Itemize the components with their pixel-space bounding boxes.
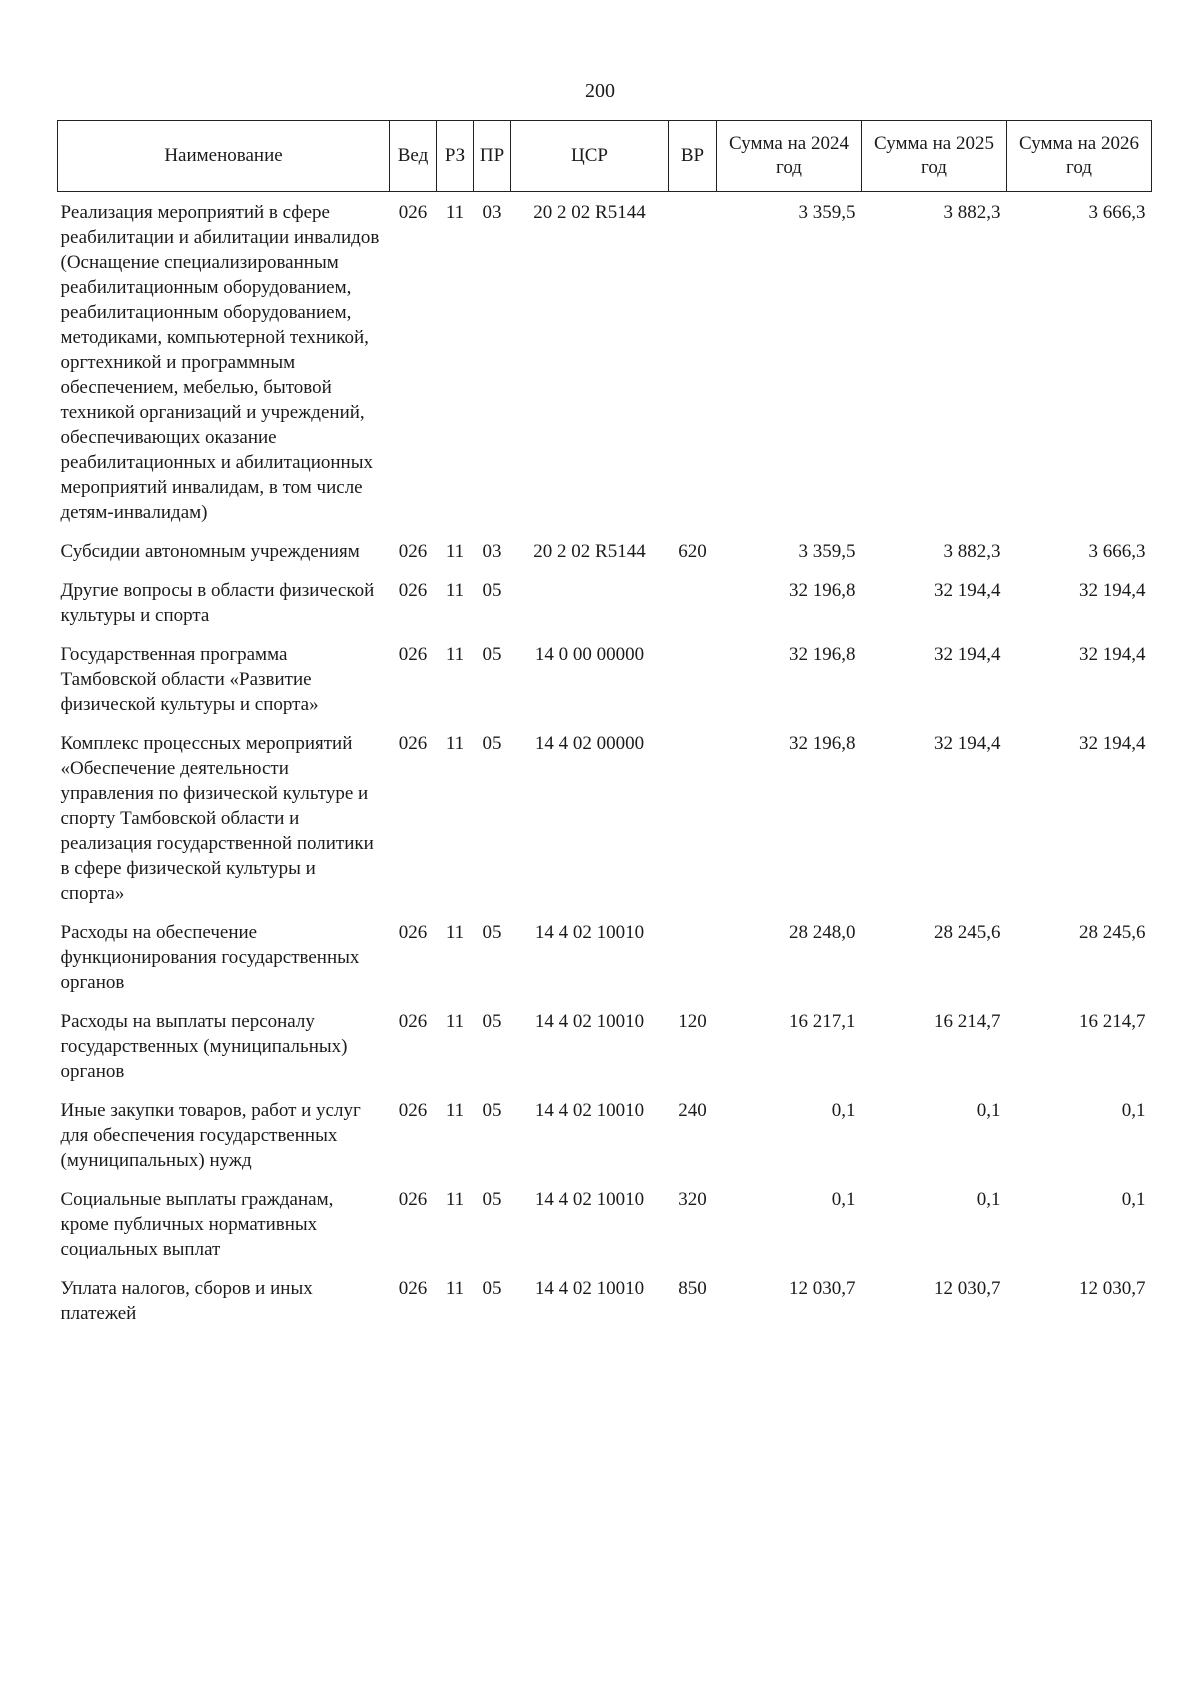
row-name: Реализация мероприятий в сфере реабилитации и абилитации инвалидов (Оснащение специализированным реабилитационным оборудованием, реабилитационным оборудованием, методиками, компьютерной техникой, оргтехникой и программным обеспечением, мебелью, бытовой техникой организаций и учреждений, обеспечивающих оказание реабилитационных и абилитационных мероприятий инвалидам, в том числе детям-инвалидам)	[60, 202, 380, 523]
table-row	[58, 725, 1152, 914]
row-sum-2025: 32 194,4	[934, 644, 1001, 665]
row-rz: 11	[445, 644, 465, 665]
table-row	[58, 192, 1152, 534]
header-ved: Вед	[390, 121, 437, 192]
row-rz: 11	[445, 1278, 465, 1299]
row-pr: 05	[482, 580, 502, 601]
row-sum-2026: 32 194,4	[1079, 733, 1146, 754]
row-pr: 05	[482, 1011, 502, 1032]
row-rz: 11	[445, 1189, 465, 1210]
row-pr: 05	[482, 644, 502, 665]
row-ved: 026	[398, 580, 428, 601]
row-vr	[669, 572, 717, 636]
row-sum-2024: 28 248,0	[789, 922, 856, 943]
row-sum-2026: 0,1	[1121, 1100, 1146, 1121]
header-rz: РЗ	[437, 121, 474, 192]
row-ved: 026	[398, 922, 428, 943]
row-sum-2026: 3 666,3	[1088, 202, 1146, 223]
row-sum-2024: 32 196,8	[789, 644, 856, 665]
row-pr: 05	[482, 1100, 502, 1121]
row-ved: 026	[398, 1100, 428, 1121]
row-vr: 320	[678, 1189, 707, 1210]
row-pr: 05	[482, 733, 502, 754]
header-sum-2026: Сумма на 2026 год	[1007, 121, 1152, 192]
row-sum-2026: 32 194,4	[1079, 580, 1146, 601]
row-pr: 05	[482, 1278, 502, 1299]
row-sum-2024: 0,1	[831, 1189, 856, 1210]
row-sum-2025: 3 882,3	[943, 202, 1001, 223]
table-header	[58, 121, 1152, 192]
row-name: Субсидии автономным учреждениям	[60, 541, 360, 562]
row-name: Расходы на обеспечение функционирования государственных органов	[60, 922, 360, 993]
table-row	[58, 1181, 1152, 1270]
table-row	[58, 1270, 1152, 1334]
row-csr: 20 2 02 R5144	[533, 541, 646, 562]
table-row	[58, 636, 1152, 725]
row-pr: 05	[482, 1189, 502, 1210]
row-sum-2024: 32 196,8	[789, 580, 856, 601]
row-sum-2024: 0,1	[831, 1100, 856, 1121]
row-pr: 03	[482, 202, 502, 223]
row-ved: 026	[398, 644, 428, 665]
row-sum-2024: 16 217,1	[789, 1011, 856, 1032]
header-vr: ВР	[669, 121, 717, 192]
table-row	[58, 1092, 1152, 1181]
row-rz: 11	[445, 1011, 465, 1032]
row-pr: 03	[482, 541, 502, 562]
row-pr: 05	[482, 922, 502, 943]
row-sum-2025: 3 882,3	[943, 541, 1001, 562]
row-sum-2026: 3 666,3	[1088, 541, 1146, 562]
row-name: Комплекс процессных мероприятий «Обеспечение деятельности управления по физической культуре и спорту Тамбовской области и реализация государственной политики в сфере физической культуры и спорта»	[60, 733, 374, 904]
row-vr: 120	[678, 1011, 707, 1032]
row-vr: 620	[678, 541, 707, 562]
row-rz: 11	[445, 922, 465, 943]
row-rz: 11	[445, 580, 465, 601]
row-rz: 11	[445, 1100, 465, 1121]
row-vr: 850	[678, 1278, 707, 1299]
table-body	[58, 192, 1152, 1335]
table-row	[58, 1003, 1152, 1092]
row-vr: 240	[678, 1100, 707, 1121]
row-name: Расходы на выплаты персоналу государственных (муниципальных) органов	[60, 1011, 348, 1082]
row-sum-2025: 32 194,4	[934, 580, 1001, 601]
row-csr: 14 4 02 10010	[534, 1100, 645, 1121]
row-vr	[669, 914, 717, 1003]
row-csr: 14 4 02 10010	[534, 922, 645, 943]
row-ved: 026	[398, 1278, 428, 1299]
row-ved: 026	[398, 1189, 428, 1210]
header-sum-2024: Сумма на 2024 год	[717, 121, 862, 192]
table-row	[58, 533, 1152, 572]
row-rz: 11	[445, 733, 465, 754]
row-sum-2024: 3 359,5	[798, 202, 856, 223]
row-csr: 14 4 02 10010	[534, 1278, 645, 1299]
row-sum-2025: 0,1	[976, 1189, 1001, 1210]
row-sum-2026: 32 194,4	[1079, 644, 1146, 665]
row-name: Другие вопросы в области физической культуры и спорта	[60, 580, 375, 626]
row-sum-2025: 0,1	[976, 1100, 1001, 1121]
header-name: Наименование	[58, 121, 390, 192]
row-sum-2026: 28 245,6	[1079, 922, 1146, 943]
row-csr: 20 2 02 R5144	[533, 202, 646, 223]
row-rz: 11	[445, 541, 465, 562]
page-number: 200	[585, 80, 615, 102]
row-name: Государственная программа Тамбовской области «Развитие физической культуры и спорта»	[60, 644, 319, 715]
table-row	[58, 914, 1152, 1003]
row-ved: 026	[398, 733, 428, 754]
row-sum-2026: 12 030,7	[1079, 1278, 1146, 1299]
row-sum-2026: 16 214,7	[1079, 1011, 1146, 1032]
row-vr	[669, 192, 717, 534]
row-name: Уплата налогов, сборов и иных платежей	[60, 1278, 313, 1324]
table-row	[58, 572, 1152, 636]
row-vr	[669, 725, 717, 914]
row-rz: 11	[445, 202, 465, 223]
header-csr: ЦСР	[511, 121, 669, 192]
row-ved: 026	[398, 541, 428, 562]
row-name: Иные закупки товаров, работ и услуг для обеспечения государственных (муниципальных) нужд	[60, 1100, 361, 1171]
row-vr	[669, 636, 717, 725]
row-sum-2025: 28 245,6	[934, 922, 1001, 943]
row-sum-2024: 3 359,5	[798, 541, 856, 562]
header-sum-2025: Сумма на 2025 год	[862, 121, 1007, 192]
row-csr: 14 0 00 00000	[534, 644, 645, 665]
budget-table	[57, 120, 1152, 1334]
row-sum-2025: 32 194,4	[934, 733, 1001, 754]
row-ved: 026	[398, 1011, 428, 1032]
row-sum-2025: 12 030,7	[934, 1278, 1001, 1299]
row-csr: 14 4 02 10010	[534, 1011, 645, 1032]
row-name: Социальные выплаты гражданам, кроме публичных нормативных социальных выплат	[60, 1189, 334, 1260]
row-csr: 14 4 02 00000	[534, 733, 645, 754]
row-csr: 14 4 02 10010	[534, 1189, 645, 1210]
row-csr	[511, 572, 669, 636]
row-ved: 026	[398, 202, 428, 223]
row-sum-2024: 12 030,7	[789, 1278, 856, 1299]
row-sum-2026: 0,1	[1121, 1189, 1146, 1210]
row-sum-2025: 16 214,7	[934, 1011, 1001, 1032]
row-sum-2024: 32 196,8	[789, 733, 856, 754]
header-pr: ПР	[474, 121, 511, 192]
